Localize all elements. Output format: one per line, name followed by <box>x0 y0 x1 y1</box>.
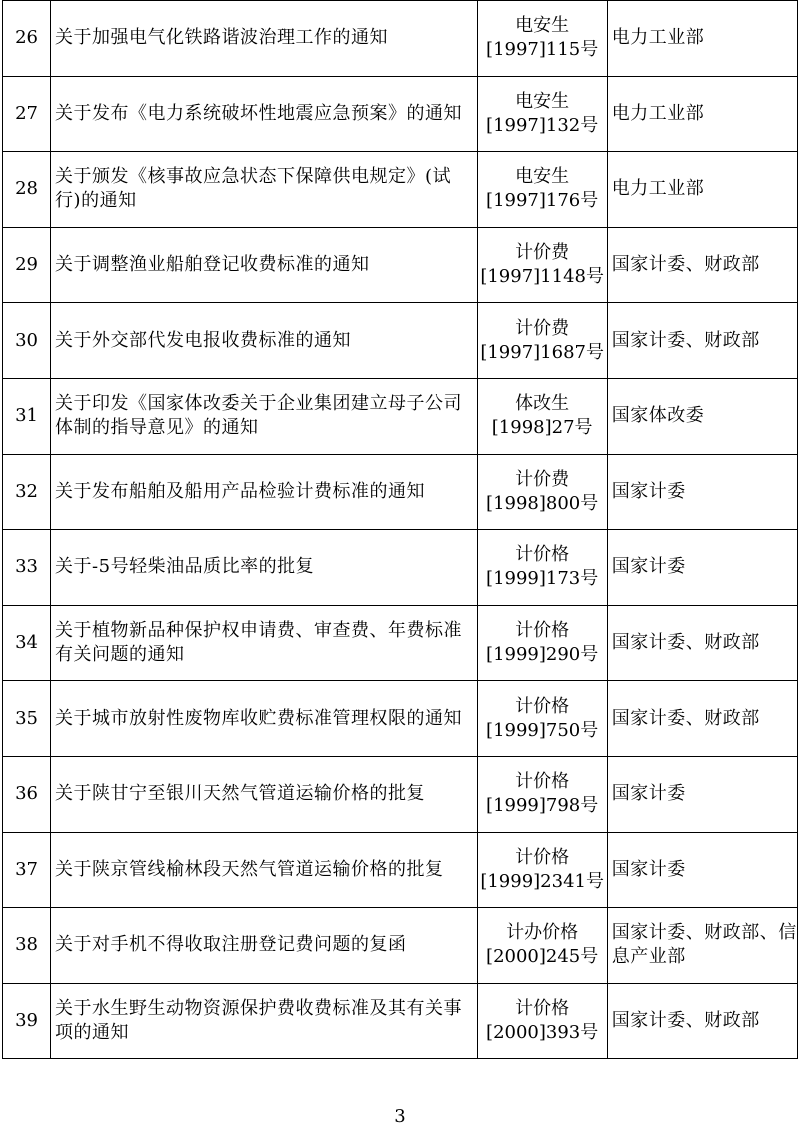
document-title: 关于印发《国家体改委关于企业集团建立母子公司体制的指导意见》的通知 <box>51 378 478 454</box>
issuing-organization: 国家计委、财政部、信息产业部 <box>607 908 797 984</box>
document-title: 关于加强电气化铁路谐波治理工作的通知 <box>51 1 478 77</box>
table-row <box>3 983 798 1059</box>
row-number: 26 <box>3 1 51 77</box>
document-number <box>477 756 607 832</box>
row-number: 38 <box>3 908 51 984</box>
document-code: [1998]27号 <box>491 417 593 439</box>
document-number <box>477 908 607 984</box>
document-title: 关于颁发《核事故应急状态下保障供电规定》(试行)的通知 <box>51 152 478 228</box>
issuing-organization: 国家计委、财政部 <box>607 681 797 757</box>
row-number: 33 <box>3 530 51 606</box>
document-number <box>477 605 607 681</box>
document-issuer: 计价格 <box>515 695 570 717</box>
document-number <box>477 832 607 908</box>
table-row <box>3 454 798 530</box>
document-number <box>477 1 607 77</box>
document-code: [1998]800号 <box>486 492 599 514</box>
table-body <box>3 1 798 1059</box>
issuing-organization: 国家计委 <box>607 454 797 530</box>
document-number <box>477 152 607 228</box>
table-row <box>3 681 798 757</box>
document-number <box>477 378 607 454</box>
document-code: [1997]1687号 <box>480 341 604 363</box>
table-row <box>3 605 798 681</box>
document-code: [1997]176号 <box>486 190 599 212</box>
document-issuer: 计价格 <box>515 771 570 793</box>
document-code: [2000]393号 <box>486 1022 599 1044</box>
row-number: 30 <box>3 303 51 379</box>
row-number: 32 <box>3 454 51 530</box>
regulation-list-table <box>2 0 798 1059</box>
table-row <box>3 227 798 303</box>
row-number: 35 <box>3 681 51 757</box>
document-issuer: 电安生 <box>515 90 570 112</box>
table-row <box>3 303 798 379</box>
document-number <box>477 76 607 152</box>
document-issuer: 电安生 <box>515 166 570 188</box>
page-number: 3 <box>394 1106 406 1127</box>
issuing-organization: 国家计委 <box>607 756 797 832</box>
row-number: 28 <box>3 152 51 228</box>
document-title: 关于发布《电力系统破坏性地震应急预案》的通知 <box>51 76 478 152</box>
table-row <box>3 530 798 606</box>
document-code: [2000]245号 <box>486 946 599 968</box>
issuing-organization: 电力工业部 <box>607 152 797 228</box>
document-number <box>477 303 607 379</box>
issuing-organization: 国家计委 <box>607 530 797 606</box>
row-number: 34 <box>3 605 51 681</box>
document-title: 关于陕京管线榆林段天然气管道运输价格的批复 <box>51 832 478 908</box>
table-row <box>3 76 798 152</box>
document-title: 关于城市放射性废物库收贮费标准管理权限的通知 <box>51 681 478 757</box>
table-row <box>3 832 798 908</box>
table-row <box>3 378 798 454</box>
document-code: [1999]2341号 <box>480 870 604 892</box>
document-code: [1997]1148号 <box>480 266 604 288</box>
table-row <box>3 908 798 984</box>
document-number <box>477 227 607 303</box>
document-title: 关于陕甘宁至银川天然气管道运输价格的批复 <box>51 756 478 832</box>
document-title: 关于调整渔业船舶登记收费标准的通知 <box>51 227 478 303</box>
issuing-organization: 国家计委、财政部 <box>607 605 797 681</box>
row-number: 27 <box>3 76 51 152</box>
issuing-organization: 电力工业部 <box>607 1 797 77</box>
row-number: 36 <box>3 756 51 832</box>
document-number <box>477 530 607 606</box>
document-code: [1997]132号 <box>486 114 599 136</box>
document-title: 关于外交部代发电报收费标准的通知 <box>51 303 478 379</box>
row-number: 39 <box>3 983 51 1059</box>
document-code: [1999]798号 <box>486 795 599 817</box>
table-row <box>3 1 798 77</box>
document-number <box>477 454 607 530</box>
document-issuer: 计价格 <box>515 544 570 566</box>
issuing-organization: 国家计委、财政部 <box>607 227 797 303</box>
document-issuer: 体改生 <box>515 393 570 415</box>
document-code: [1999]290号 <box>486 644 599 666</box>
document-issuer: 计价费 <box>515 317 570 339</box>
document-number <box>477 983 607 1059</box>
table-row <box>3 152 798 228</box>
document-number <box>477 681 607 757</box>
issuing-organization: 国家体改委 <box>607 378 797 454</box>
document-code: [1999]173号 <box>486 568 599 590</box>
issuing-organization: 国家计委 <box>607 832 797 908</box>
document-title: 关于发布船舶及船用产品检验计费标准的通知 <box>51 454 478 530</box>
document-title: 关于对手机不得收取注册登记费问题的复函 <box>51 908 478 984</box>
issuing-organization: 电力工业部 <box>607 76 797 152</box>
document-issuer: 计价格 <box>515 620 570 642</box>
row-number: 31 <box>3 378 51 454</box>
document-title: 关于水生野生动物资源保护费收费标准及其有关事项的通知 <box>51 983 478 1059</box>
issuing-organization: 国家计委、财政部 <box>607 983 797 1059</box>
row-number: 37 <box>3 832 51 908</box>
issuing-organization: 国家计委、财政部 <box>607 303 797 379</box>
document-issuer: 计价费 <box>515 468 570 490</box>
document-code: [1997]115号 <box>486 39 599 61</box>
row-number: 29 <box>3 227 51 303</box>
document-code: [1999]750号 <box>486 719 599 741</box>
document-issuer: 计价格 <box>515 846 570 868</box>
document-issuer: 计价格 <box>515 998 570 1020</box>
document-title: 关于-5号轻柴油品质比率的批复 <box>51 530 478 606</box>
table-row <box>3 756 798 832</box>
document-issuer: 计办价格 <box>506 922 579 944</box>
document-issuer: 电安生 <box>515 15 570 37</box>
document-issuer: 计价费 <box>515 242 570 264</box>
document-title: 关于植物新品种保护权申请费、审查费、年费标准有关问题的通知 <box>51 605 478 681</box>
